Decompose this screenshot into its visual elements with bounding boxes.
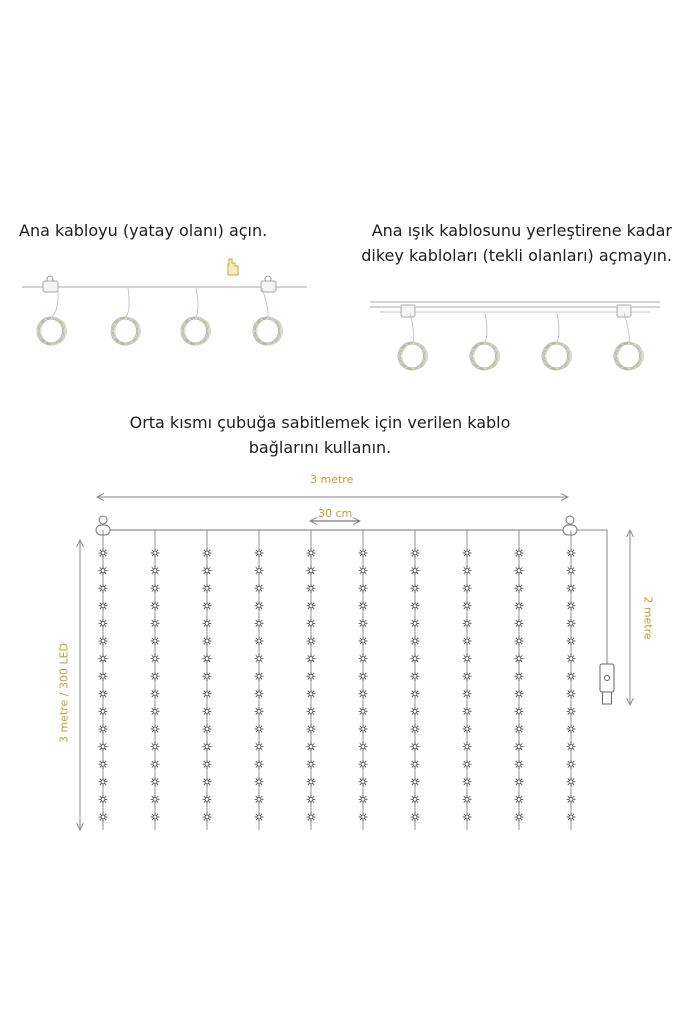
- led-star-icon: [515, 619, 524, 628]
- led-star-icon: [463, 654, 472, 663]
- led-star-icon: [411, 777, 420, 786]
- led-strand: [151, 530, 160, 830]
- led-star-icon: [99, 689, 108, 698]
- led-star-icon: [515, 672, 524, 681]
- led-star-icon: [203, 654, 212, 663]
- led-star-icon: [515, 584, 524, 593]
- led-star-icon: [255, 760, 264, 769]
- led-star-icon: [151, 760, 160, 769]
- led-star-icon: [255, 689, 264, 698]
- led-star-icon: [203, 742, 212, 751]
- light-coil-icon: [398, 313, 427, 370]
- led-star-icon: [359, 672, 368, 681]
- led-star-icon: [463, 619, 472, 628]
- led-star-icon: [307, 689, 316, 698]
- led-star-icon: [307, 584, 316, 593]
- led-strand: [463, 530, 472, 830]
- led-star-icon: [411, 549, 420, 558]
- led-star-icon: [203, 637, 212, 646]
- led-strand: [411, 530, 420, 830]
- led-star-icon: [307, 619, 316, 628]
- led-star-icon: [567, 795, 576, 804]
- led-star-icon: [411, 742, 420, 751]
- usb-plug-icon: [600, 664, 614, 704]
- led-strand: [99, 530, 108, 830]
- step1-text: Ana kabloyu (yatay olanı) açın.: [19, 221, 268, 240]
- led-star-icon: [307, 707, 316, 716]
- led-star-icon: [307, 813, 316, 822]
- led-star-icon: [203, 672, 212, 681]
- curtain-diagram: [80, 497, 630, 830]
- led-star-icon: [307, 601, 316, 610]
- led-star-icon: [99, 584, 108, 593]
- led-star-icon: [411, 601, 420, 610]
- led-star-icon: [411, 725, 420, 734]
- step2-illustration: [370, 302, 660, 370]
- led-star-icon: [307, 760, 316, 769]
- led-star-icon: [463, 760, 472, 769]
- led-star-icon: [359, 813, 368, 822]
- light-coil-icon: [614, 313, 643, 370]
- led-star-icon: [359, 566, 368, 575]
- led-star-icon: [359, 584, 368, 593]
- led-star-icon: [99, 566, 108, 575]
- led-strand: [359, 530, 368, 830]
- clip-icon: [617, 305, 631, 317]
- led-star-icon: [567, 689, 576, 698]
- led-strand: [255, 530, 264, 830]
- led-star-icon: [463, 689, 472, 698]
- led-star-icon: [359, 601, 368, 610]
- led-star-icon: [99, 760, 108, 769]
- led-star-icon: [255, 725, 264, 734]
- led-star-icon: [515, 654, 524, 663]
- led-star-icon: [515, 813, 524, 822]
- led-strand: [515, 530, 524, 830]
- led-star-icon: [567, 813, 576, 822]
- hook-icon: [563, 516, 577, 535]
- led-star-icon: [463, 742, 472, 751]
- led-star-icon: [567, 549, 576, 558]
- led-star-icon: [515, 689, 524, 698]
- led-star-icon: [411, 795, 420, 804]
- led-star-icon: [255, 777, 264, 786]
- clip-icon: [261, 276, 276, 292]
- led-star-icon: [567, 742, 576, 751]
- led-star-icon: [255, 795, 264, 804]
- led-star-icon: [515, 601, 524, 610]
- led-star-icon: [203, 584, 212, 593]
- led-star-icon: [463, 777, 472, 786]
- led-star-icon: [359, 689, 368, 698]
- led-star-icon: [411, 637, 420, 646]
- hand-pointer-icon: [228, 259, 238, 275]
- led-star-icon: [463, 566, 472, 575]
- led-star-icon: [463, 813, 472, 822]
- led-star-icon: [515, 725, 524, 734]
- led-star-icon: [99, 707, 108, 716]
- led-star-icon: [463, 637, 472, 646]
- led-star-icon: [203, 813, 212, 822]
- led-star-icon: [463, 584, 472, 593]
- led-star-icon: [99, 725, 108, 734]
- led-star-icon: [99, 637, 108, 646]
- light-coil-icon: [470, 313, 499, 370]
- led-star-icon: [307, 637, 316, 646]
- led-star-icon: [515, 760, 524, 769]
- led-star-icon: [463, 549, 472, 558]
- led-star-icon: [359, 549, 368, 558]
- led-star-icon: [151, 672, 160, 681]
- led-star-icon: [567, 707, 576, 716]
- led-star-icon: [515, 742, 524, 751]
- led-star-icon: [203, 601, 212, 610]
- led-star-icon: [255, 584, 264, 593]
- led-star-icon: [255, 742, 264, 751]
- clip-icon: [401, 305, 415, 317]
- led-star-icon: [411, 584, 420, 593]
- led-star-icon: [463, 707, 472, 716]
- led-star-icon: [151, 742, 160, 751]
- led-star-icon: [203, 707, 212, 716]
- led-star-icon: [411, 672, 420, 681]
- led-star-icon: [515, 795, 524, 804]
- led-star-icon: [307, 549, 316, 558]
- led-star-icon: [463, 725, 472, 734]
- led-star-icon: [99, 795, 108, 804]
- light-coil-icon: [181, 288, 210, 345]
- led-star-icon: [515, 549, 524, 558]
- led-star-icon: [255, 549, 264, 558]
- led-star-icon: [99, 601, 108, 610]
- led-star-icon: [151, 549, 160, 558]
- led-star-icon: [255, 672, 264, 681]
- led-star-icon: [567, 601, 576, 610]
- led-star-icon: [255, 707, 264, 716]
- led-star-icon: [515, 777, 524, 786]
- led-star-icon: [307, 654, 316, 663]
- led-star-icon: [567, 566, 576, 575]
- led-star-icon: [203, 777, 212, 786]
- led-star-icon: [151, 601, 160, 610]
- led-star-icon: [359, 795, 368, 804]
- light-coil-icon: [253, 288, 282, 345]
- led-star-icon: [151, 795, 160, 804]
- led-star-icon: [203, 689, 212, 698]
- led-strand: [307, 530, 316, 830]
- length-label: 3 metre / 300 LED: [57, 642, 71, 744]
- led-star-icon: [99, 742, 108, 751]
- led-star-icon: [99, 619, 108, 628]
- led-star-icon: [151, 725, 160, 734]
- led-star-icon: [99, 813, 108, 822]
- led-star-icon: [307, 742, 316, 751]
- led-star-icon: [515, 566, 524, 575]
- led-star-icon: [151, 707, 160, 716]
- led-star-icon: [151, 813, 160, 822]
- led-star-icon: [411, 619, 420, 628]
- led-star-icon: [359, 742, 368, 751]
- led-star-icon: [203, 760, 212, 769]
- led-star-icon: [567, 725, 576, 734]
- width-label: 3 metre: [310, 473, 354, 486]
- led-star-icon: [151, 777, 160, 786]
- led-star-icon: [359, 777, 368, 786]
- led-star-icon: [255, 601, 264, 610]
- led-star-icon: [151, 619, 160, 628]
- led-star-icon: [411, 689, 420, 698]
- led-star-icon: [151, 584, 160, 593]
- led-star-icon: [203, 566, 212, 575]
- led-star-icon: [151, 566, 160, 575]
- led-star-icon: [99, 777, 108, 786]
- led-star-icon: [359, 760, 368, 769]
- led-star-icon: [515, 707, 524, 716]
- led-star-icon: [567, 637, 576, 646]
- led-star-icon: [411, 760, 420, 769]
- led-star-icon: [99, 654, 108, 663]
- led-star-icon: [255, 654, 264, 663]
- led-star-icon: [359, 619, 368, 628]
- led-star-icon: [307, 777, 316, 786]
- led-strand: [203, 530, 212, 830]
- led-star-icon: [203, 549, 212, 558]
- light-coil-icon: [542, 313, 571, 370]
- led-star-icon: [463, 795, 472, 804]
- led-star-icon: [359, 725, 368, 734]
- step2-line2: dikey kabloları (tekli olanları) açmayın.: [361, 246, 672, 265]
- step2-line1: Ana ışık kablosunu yerleştirene kadar: [371, 221, 672, 240]
- led-star-icon: [151, 654, 160, 663]
- led-star-icon: [203, 795, 212, 804]
- led-strand: [567, 530, 576, 830]
- led-star-icon: [411, 707, 420, 716]
- spacing-label: 30 cm: [318, 507, 353, 520]
- cable-label: 2 metre: [641, 596, 655, 640]
- led-star-icon: [255, 637, 264, 646]
- clip-icon: [43, 276, 58, 292]
- led-star-icon: [567, 672, 576, 681]
- led-star-icon: [411, 813, 420, 822]
- led-star-icon: [99, 549, 108, 558]
- led-star-icon: [255, 566, 264, 575]
- led-star-icon: [463, 601, 472, 610]
- led-star-icon: [567, 584, 576, 593]
- light-coil-icon: [111, 288, 140, 345]
- led-star-icon: [99, 672, 108, 681]
- led-star-icon: [411, 566, 420, 575]
- led-star-icon: [463, 672, 472, 681]
- light-coil-icon: [37, 288, 66, 345]
- led-star-icon: [255, 813, 264, 822]
- led-star-icon: [567, 760, 576, 769]
- led-star-icon: [359, 707, 368, 716]
- led-star-icon: [307, 795, 316, 804]
- led-star-icon: [151, 689, 160, 698]
- led-star-icon: [255, 619, 264, 628]
- led-star-icon: [203, 725, 212, 734]
- led-star-icon: [411, 654, 420, 663]
- led-star-icon: [151, 637, 160, 646]
- step3-line1: Orta kısmı çubuğa sabitlemek için verilen kablo: [129, 413, 511, 432]
- led-star-icon: [307, 672, 316, 681]
- led-star-icon: [307, 725, 316, 734]
- led-star-icon: [515, 637, 524, 646]
- step3-line2: bağlarını kullanın.: [248, 438, 392, 457]
- led-star-icon: [567, 654, 576, 663]
- step1-illustration: [22, 259, 307, 345]
- usb-cable: [577, 530, 607, 665]
- led-star-icon: [203, 619, 212, 628]
- led-star-icon: [307, 566, 316, 575]
- led-star-icon: [567, 619, 576, 628]
- led-star-icon: [359, 654, 368, 663]
- led-star-icon: [567, 777, 576, 786]
- led-star-icon: [359, 637, 368, 646]
